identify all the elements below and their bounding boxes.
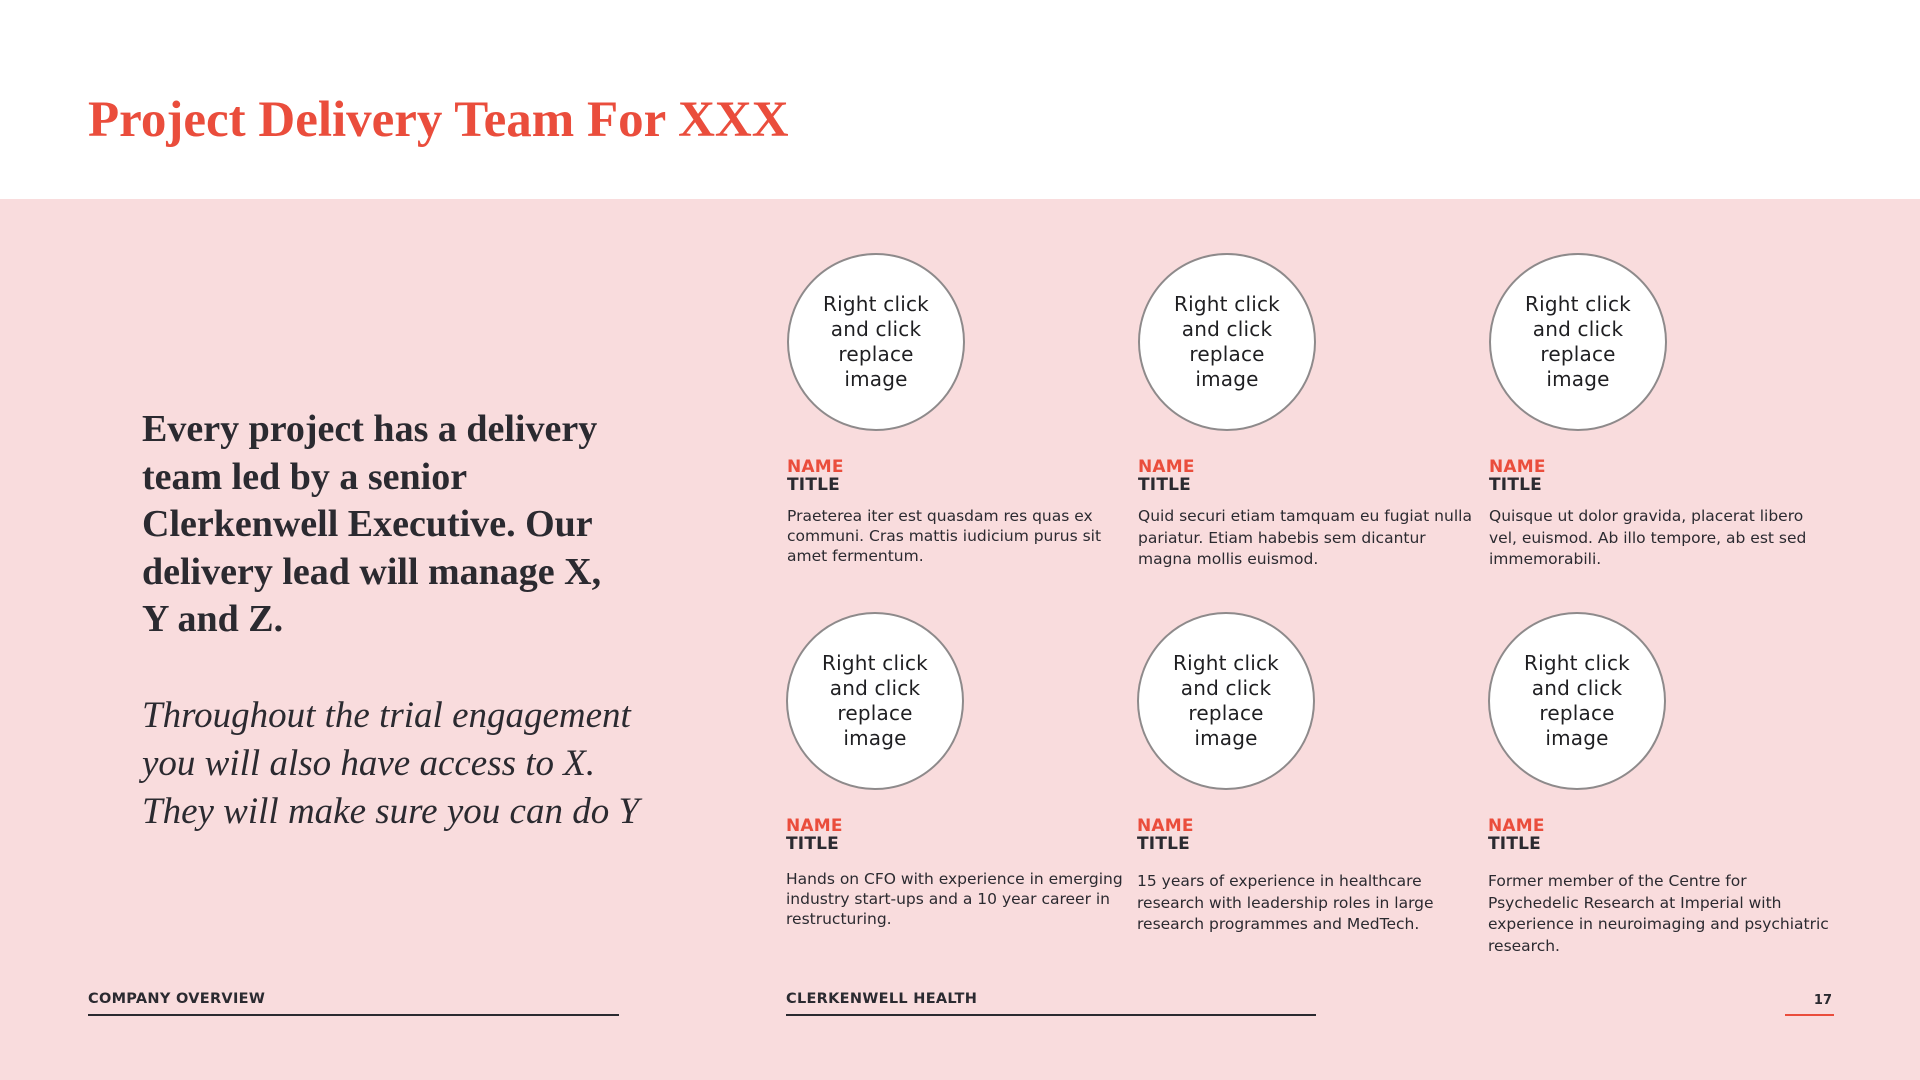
image-placeholder-text: Right click and click replace image	[1525, 292, 1631, 391]
image-placeholder-text: Right click and click replace image	[1174, 292, 1280, 391]
member-title: TITLE	[1137, 834, 1190, 854]
member-description: Quisque ut dolor gravida, placerat libero vel, euismod. Ab illo tempore, ab est sed immemorabili.	[1489, 507, 1807, 568]
member-title: TITLE	[1488, 834, 1541, 854]
member-description: 15 years of experience in healthcare research with leadership roles in large research programmes and MedTech.	[1137, 872, 1434, 933]
image-placeholder[interactable]	[1138, 253, 1316, 431]
lead-paragraph: Every project has a delivery team led by a senior Clerkenwell Executive. Our delivery lead will manage X, Y and Z.	[142, 408, 602, 640]
footer-divider	[786, 1014, 1316, 1016]
footer-divider	[88, 1014, 619, 1016]
team-member-card	[1489, 253, 1834, 571]
team-member-card	[787, 253, 1132, 566]
image-placeholder-text: Right click and click replace image	[1524, 651, 1630, 750]
member-description: Hands on CFO with experience in emerging industry start-ups and a 10 year career in restructuring.	[786, 870, 1123, 928]
slide-header	[0, 0, 1920, 199]
member-title: TITLE	[787, 475, 840, 495]
member-name: NAME	[1488, 816, 1545, 836]
team-member-card	[1137, 612, 1482, 936]
member-title: TITLE	[1489, 475, 1542, 495]
image-placeholder-text: Right click and click replace image	[1173, 651, 1279, 750]
member-name: NAME	[1137, 816, 1194, 836]
image-placeholder[interactable]	[1488, 612, 1666, 790]
team-member-card	[1138, 253, 1483, 571]
image-placeholder-text: Right click and click replace image	[823, 292, 929, 391]
image-placeholder[interactable]	[1137, 612, 1315, 790]
page-number-underline	[1785, 1014, 1834, 1016]
member-description: Former member of the Centre for Psychedelic Research at Imperial with experience in neuroimaging and psychiatric research.	[1488, 872, 1829, 955]
member-title: TITLE	[786, 834, 839, 854]
footer-section-label: COMPANY OVERVIEW	[88, 991, 266, 1007]
image-placeholder[interactable]	[1489, 253, 1667, 431]
team-member-card	[786, 612, 1131, 929]
member-name: NAME	[786, 816, 843, 836]
image-placeholder[interactable]	[786, 612, 964, 790]
page-title: Project Delivery Team For XXX	[88, 92, 789, 148]
page-number: 17	[1813, 993, 1832, 1008]
member-description: Praeterea iter est quasdam res quas ex communi. Cras mattis iudicium purus sit amet fermentum.	[787, 507, 1102, 565]
team-member-card	[1488, 612, 1833, 957]
image-placeholder-text: Right click and click replace image	[822, 651, 928, 750]
member-title: TITLE	[1138, 475, 1191, 495]
member-name: NAME	[787, 457, 844, 477]
footer-company-label: CLERKENWELL HEALTH	[786, 991, 978, 1007]
image-placeholder[interactable]	[787, 253, 965, 431]
member-name: NAME	[1489, 457, 1546, 477]
member-name: NAME	[1138, 457, 1195, 477]
member-description: Quid securi etiam tamquam eu fugiat nulla pariatur. Etiam habebis sem dicantur magna mollis euismod.	[1138, 507, 1472, 568]
sub-paragraph: Throughout the trial engagement you will also have access to X. They will make sure you can do Y	[142, 695, 640, 832]
